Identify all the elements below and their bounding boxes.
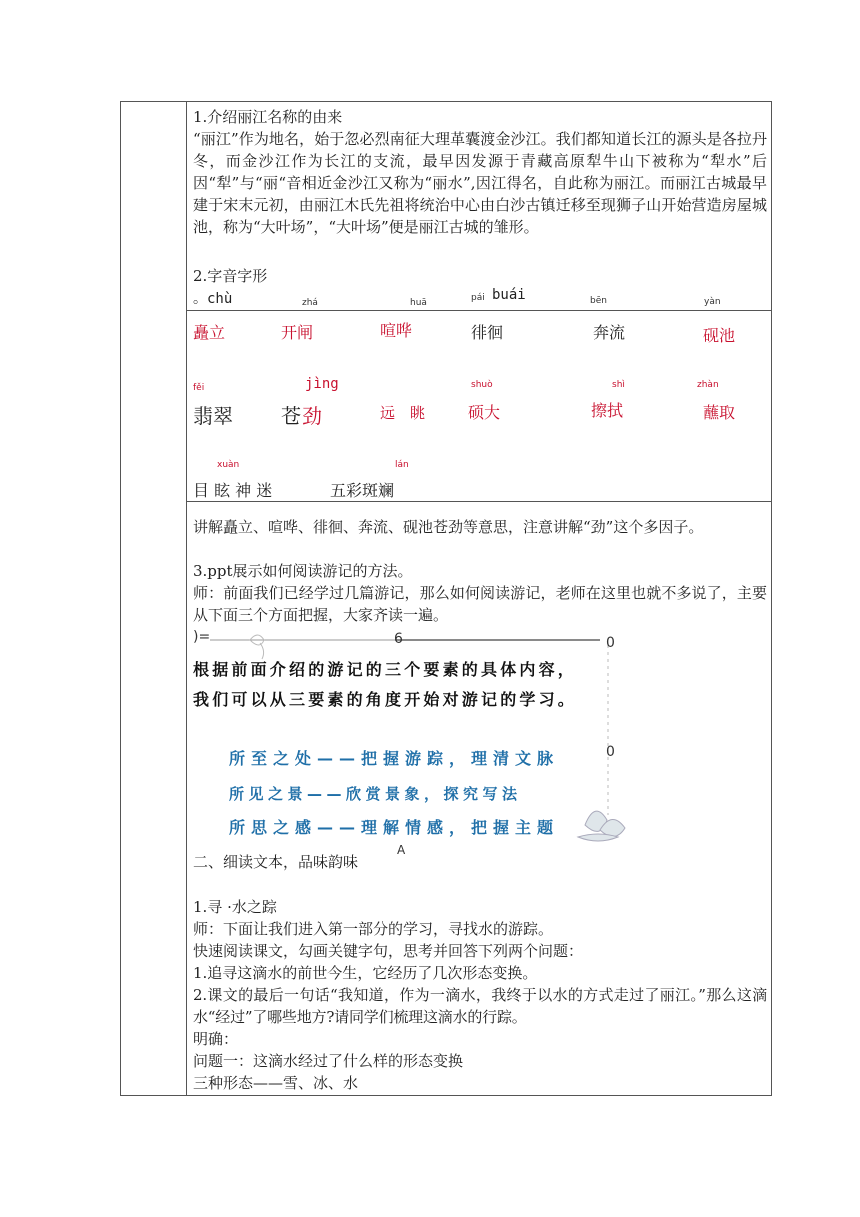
- pinyin-zha: zhá: [302, 298, 318, 308]
- word-zhanqu: 蘸取: [703, 403, 736, 422]
- section-heading-ppt: 3.ppt展示如何阅读游记的方法。: [193, 562, 413, 580]
- table-left-column: [120, 101, 187, 1096]
- slide-line-2: 我们可以从三要素的角度开始对游记的学习。: [193, 690, 578, 709]
- teacher-instruction: 师：下面让我们进入第一部分的学习，寻找水的游踪。: [193, 920, 554, 938]
- row-divider-2: [187, 501, 772, 502]
- word-feicui: 翡翠: [193, 404, 233, 428]
- name-origin-paragraph: “丽江”作为地名，始于忽必烈南征大理革囊渡金沙江。我们都知道长江的源头是各拉丹冬，而金沙江作为长江的支流，最早因发源于青藏高原犁牛山下被称为“犁水”后因“犁”与“丽“音相近金沙江又称为“丽水”,因江得名，自此称为丽江。而丽江古城最早建于宋末元初，由丽江木氏先祖将统治中心由白沙古镇迁移至现狮子山开始营造房屋城池，称为“大叶场”，“大叶场”便是丽江古城的雏形。: [193, 130, 767, 236]
- question-1: 1.追寻这滴水的前世今生，它经历了几次形态变换。: [193, 964, 538, 982]
- word-yuantiao: 远 眺: [380, 404, 426, 422]
- word-wucaibanlan: 五彩斑斓: [330, 481, 395, 500]
- clarify-label: 明确：: [193, 1030, 239, 1048]
- reading-task: 快速阅读课文，勾画关键字句，思考并回答下列两个问题：: [193, 942, 584, 960]
- word-cang: 苍: [281, 404, 301, 428]
- pinyin-yan: yàn: [704, 297, 721, 307]
- section-heading-close-reading: 二、细读文本，品味韵味: [193, 853, 359, 871]
- pinyin-pai: pái: [471, 293, 485, 303]
- pinyin-shi: shì: [612, 380, 625, 390]
- slide-mark-paren: )=: [193, 629, 211, 645]
- pinyin-huai: buái: [492, 287, 526, 303]
- word-jing: 劲: [302, 404, 322, 428]
- teacher-intro-paragraph: 师：前面我们已经学过几篇游记，那么如何阅读游记，老师在这里也就不多说了，主要从下面三个方面把握，大家齐读一遍。: [193, 584, 767, 624]
- answer-2: 三种形态——雪、冰、水: [193, 1074, 359, 1092]
- word-benliu: 奔流: [593, 323, 626, 342]
- slide-line-1: 根据前面介绍的游记的三个要素的具体内容，: [193, 660, 578, 679]
- slide-point-journey: 所至之处——把握游踪，理清文脉: [229, 749, 560, 768]
- section-heading-name-origin: 1.介绍丽江名称的由来: [193, 108, 343, 126]
- slide-point-scenery: 所见之景——欣赏景象，探究写法: [229, 785, 522, 803]
- word-kaizha: 开闸: [281, 323, 314, 342]
- pinyin-zhan: zhàn: [697, 380, 719, 390]
- word-chuli: 矗立: [193, 323, 226, 342]
- section-heading-pronunciation: 2.字音字形: [193, 267, 268, 285]
- pinyin-jing: jìng: [305, 376, 339, 392]
- pinyin-hua: huā: [410, 298, 427, 308]
- row-divider-1: [187, 310, 772, 311]
- explain-paragraph: 讲解矗立、喧哗、徘徊、奔流、砚池苍劲等意思，注意讲解“劲”这个多因子。: [193, 518, 704, 536]
- pinyin-lan: lán: [395, 460, 409, 470]
- answer-1: 问题一：这滴水经过了什么样的形态变换: [193, 1052, 464, 1070]
- word-yanchi: 砚池: [703, 326, 736, 345]
- slide-mark-zero-top: 0: [606, 635, 615, 651]
- slide-mark-zero-mid: 0: [606, 744, 615, 760]
- question-2: 2.课文的最后一句话“我知道，作为一滴水，我终于以水的方式走过了丽江。”那么这滴水“经过”了哪些地方?请同学们梳理这滴水的行踪。: [193, 986, 767, 1026]
- pinyin-shuo: shuò: [471, 380, 493, 390]
- slide-mark-six: 6: [394, 631, 403, 647]
- word-paihuai: 徘徊: [471, 323, 504, 342]
- word-shuoda: 硕大: [468, 403, 501, 422]
- word-xuanhua: 喧哗: [380, 321, 413, 340]
- word-muxuanshenmi: 目 眩 神 迷: [193, 481, 273, 500]
- pinyin-chu: 。chù: [193, 291, 233, 307]
- pinyin-xuan: xuàn: [217, 460, 240, 470]
- slide-point-feeling: 所思之感——理解情感，把握主题: [229, 818, 560, 837]
- word-cashi: 擦拭: [591, 401, 624, 420]
- pinyin-ben: bēn: [590, 296, 607, 306]
- subsection-water-trace: 1.寻 ·水之踪: [193, 898, 277, 916]
- pinyin-fei: fěi: [193, 383, 205, 393]
- slide-mark-a: A: [397, 843, 406, 857]
